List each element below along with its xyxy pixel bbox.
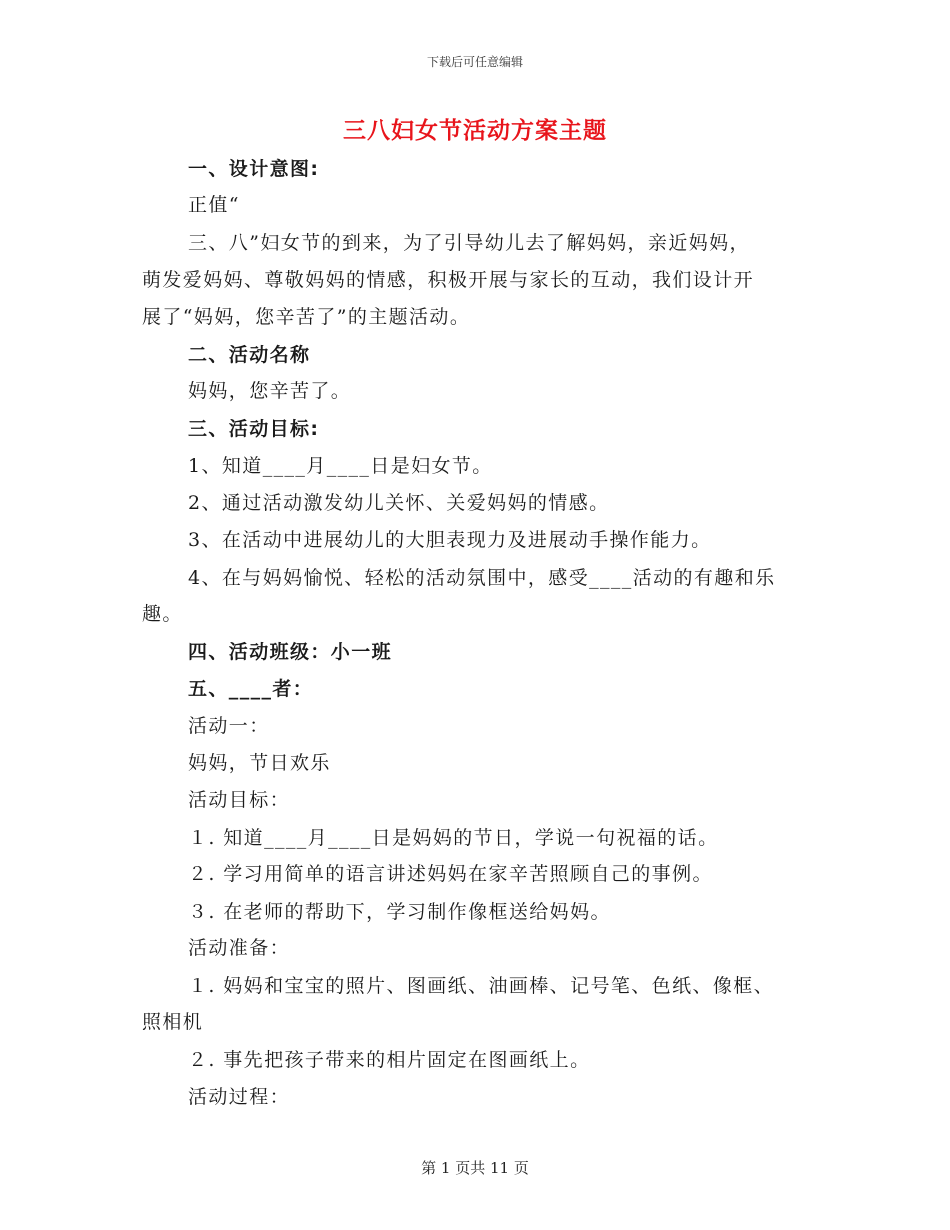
paragraph-line: 正值“: [188, 194, 240, 216]
section-heading-organizer: 五、____者：: [188, 678, 314, 700]
list-item: 3、在活动中进展幼儿的大胆表现力及进展动手操作能力。: [188, 529, 712, 551]
paragraph-line: 活动一：: [188, 715, 270, 737]
section-heading-class: 四、活动班级：小一班: [188, 641, 393, 663]
page-footer: 第 1 页共 11 页: [421, 1159, 529, 1177]
page-header: 下载后可任意编辑: [426, 55, 523, 69]
list-item: ３. 在老师的帮助下，学习制作像框送给妈妈。: [188, 901, 611, 923]
paragraph-line: 展了“妈妈，您辛苦了”的主题活动。: [142, 306, 471, 328]
paragraph-line: 活动过程：: [188, 1086, 291, 1108]
paragraph-line: 妈妈，节日欢乐: [188, 752, 331, 774]
list-item: ２. 学习用简单的语言讲述妈妈在家辛苦照顾自己的事例。: [188, 863, 713, 885]
list-item: １. 知道____月____日是妈妈的节日，学说一句祝福的话。: [188, 827, 719, 849]
section-heading-activity-name: 二、活动名称: [188, 344, 311, 366]
paragraph-line: 活动准备：: [188, 937, 291, 959]
list-item: 2、通过活动激发幼儿关怀、关爱妈妈的情感。: [188, 492, 610, 514]
document-title: 三八妇女节活动方案主题: [343, 117, 607, 144]
paragraph-line: 活动目标：: [188, 789, 291, 811]
list-item: １. 妈妈和宝宝的照片、图画纸、油画棒、记号笔、色纸、像框、: [188, 975, 775, 997]
list-item: 1、知道____月____日是妇女节。: [188, 455, 493, 477]
paragraph-line: 萌发爱妈妈、尊敬妈妈的情感，积极开展与家长的互动，我们设计开: [142, 269, 755, 291]
paragraph-line: 妈妈，您辛苦了。: [188, 380, 352, 402]
section-heading-goals: 三、活动目标:: [188, 418, 320, 440]
list-item: ２. 事先把孩子带来的相片固定在图画纸上。: [188, 1049, 591, 1071]
paragraph-line: 趣。: [142, 603, 183, 625]
paragraph-line: 照相机: [142, 1011, 204, 1033]
list-item: 4、在与妈妈愉悦、轻松的活动氛围中，感受____活动的有趣和乐: [188, 567, 776, 589]
section-heading-design-intent: 一、设计意图:: [188, 158, 320, 180]
paragraph-line: 三、八”妇女节的到来，为了引导幼儿去了解妈妈，亲近妈妈，: [188, 232, 750, 254]
